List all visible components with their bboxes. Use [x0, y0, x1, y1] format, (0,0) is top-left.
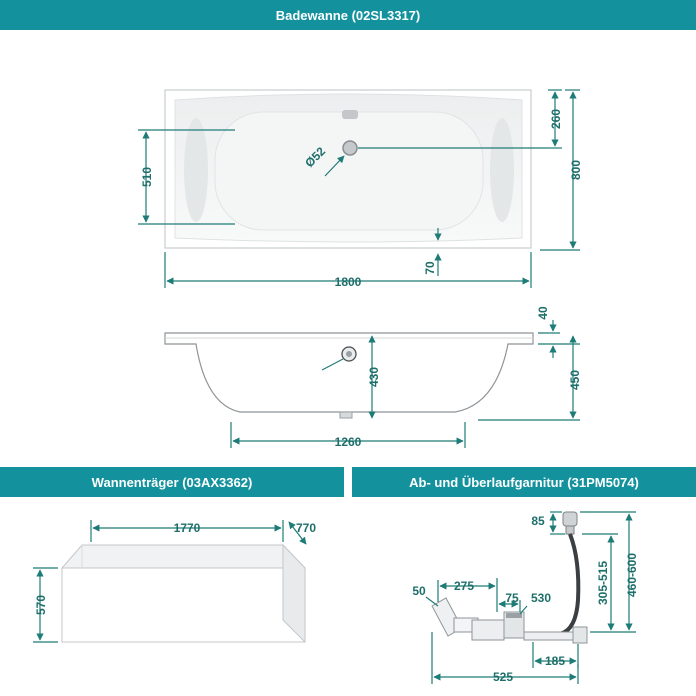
frame-section-title: Wannenträger (03AX3362): [91, 474, 253, 490]
dim-275: 275: [453, 579, 475, 593]
dim-1800: 1800: [334, 275, 362, 289]
dim-510: 510: [140, 166, 154, 188]
drain-icon: [343, 141, 357, 155]
dim-50: 50: [412, 584, 426, 598]
dim-530: 530: [530, 591, 552, 605]
dim-185: 185: [544, 654, 566, 668]
dim-1260: 1260: [334, 435, 362, 449]
drain-set-drawing: [432, 512, 587, 643]
bathtub-side-view: [165, 333, 533, 418]
dim-450: 450: [568, 369, 582, 391]
dim-305-515: 305-515: [596, 560, 610, 606]
dim-800: 800: [569, 159, 583, 181]
dim-430: 430: [367, 366, 381, 388]
dim-570: 570: [34, 594, 48, 616]
dim-1770: 1770: [173, 521, 201, 535]
overflow-icon: [342, 110, 358, 119]
dim-525: 525: [492, 670, 514, 684]
dim-75: 75: [505, 591, 519, 605]
bathtub-section-title: Badewanne (02SL3317): [275, 7, 421, 23]
dim-diameter-52: Ø52: [302, 144, 329, 171]
dim-40: 40: [536, 306, 550, 320]
dim-85: 85: [531, 514, 545, 528]
dim-770: 770: [295, 521, 317, 535]
tub-frame-drawing: [62, 545, 305, 642]
dim-260: 260: [549, 108, 563, 130]
dim-70: 70: [423, 261, 437, 275]
drain-section-title: Ab- und Überlaufgarnitur (31PM5074): [409, 474, 639, 490]
dim-460-600: 460-600: [625, 552, 639, 598]
